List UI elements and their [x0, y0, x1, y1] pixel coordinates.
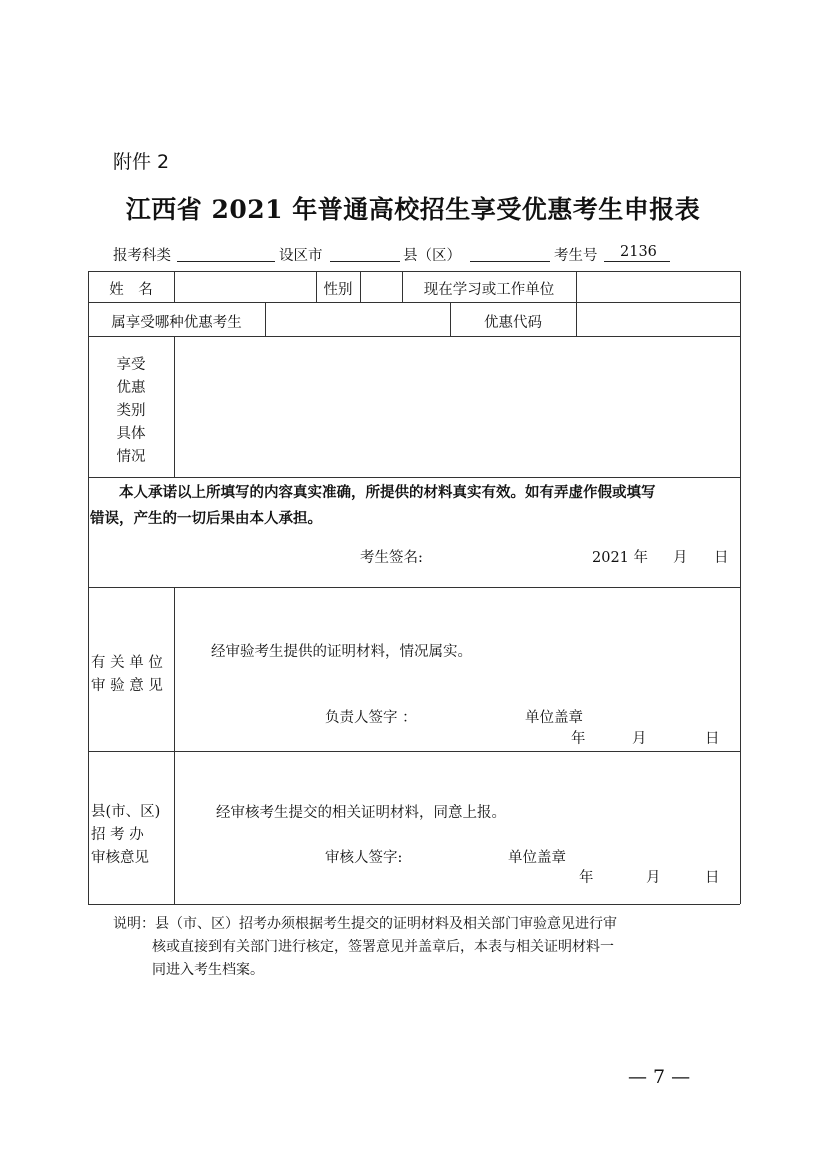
preferential-code-field[interactable]: [577, 303, 739, 335]
pledge-date-year: 2021 年: [592, 550, 649, 566]
county-review-day: 日: [705, 870, 720, 886]
table-line: [88, 751, 740, 752]
student-sign-field[interactable]: [440, 540, 580, 564]
preferential-type-label: 属享受哪种优惠考生: [111, 315, 242, 331]
unit-review-label-line1: 有 关 单 位: [91, 655, 163, 671]
subject-label: 报考科类: [113, 248, 171, 264]
table-line: [88, 477, 740, 478]
county-review-sign-label: 审核人签字:: [325, 850, 403, 866]
details-label-line: 优惠: [116, 380, 146, 396]
details-label-line: 具体: [116, 426, 146, 442]
unit-review-label-line2: 审 验 意 见: [91, 678, 163, 694]
form-title: 江西省 2021 年普通高校招生享受优惠考生申报表: [125, 195, 701, 224]
page-number: — 7 —: [628, 1066, 691, 1088]
details-label: [88, 354, 174, 469]
details-label-line: 情况: [116, 449, 146, 465]
exam-no-label: 考生号: [554, 248, 598, 264]
county-review-text: 经审核考生提交的相关证明材料，同意上报。: [216, 805, 506, 821]
note-line1: 说明：县（市、区）招考办须根据考生提交的证明材料及相关部门审验意见进行审: [113, 916, 617, 932]
preferential-code-label: 优惠代码: [484, 315, 542, 331]
unit-review-sign-label: 负责人签字 ：: [325, 710, 417, 726]
note-line3: 同进入考生档案。: [152, 962, 264, 978]
gender-label: 性别: [323, 282, 353, 298]
unit-review-month: 月: [632, 731, 647, 747]
unit-review-day: 日: [705, 731, 720, 747]
table-border-right: [740, 271, 741, 904]
pledge-line1: 本人承诺以上所填写的内容真实准确，所提供的材料真实有效。如有弄虚作假或填写: [119, 484, 656, 501]
details-field[interactable]: [175, 337, 739, 476]
subject-field[interactable]: [177, 261, 275, 262]
details-label-line: 类别: [116, 403, 146, 419]
student-sign-label: 考生签名:: [360, 550, 423, 566]
county-label: 县（区）: [403, 248, 461, 264]
city-label: 设区市: [279, 248, 323, 264]
name-field[interactable]: [175, 272, 315, 301]
county-review-seal-label: 单位盖章: [508, 850, 566, 866]
exam-no-value[interactable]: 2136: [620, 244, 657, 260]
table-line: [174, 587, 175, 904]
pledge-line2: 错误，产生的一切后果由本人承担。: [90, 510, 322, 527]
annex-label: 附件 2: [113, 151, 170, 173]
unit-review-sign-field[interactable]: [428, 700, 518, 724]
county-review-label-line1: 县(市、区): [91, 804, 161, 820]
county-review-year: 年: [579, 870, 594, 886]
unit-review-seal-label: 单位盖章: [525, 710, 583, 726]
table-line: [88, 587, 740, 588]
details-label-line: 享受: [116, 357, 146, 373]
name-label: 姓 名: [109, 282, 153, 298]
table-border-bottom: [88, 904, 740, 905]
county-field[interactable]: [470, 261, 550, 262]
note-line2: 核或直接到有关部门进行核定，签署意见并盖章后，本表与相关证明材料一: [152, 939, 614, 955]
county-review-month: 月: [646, 870, 661, 886]
gender-field[interactable]: [361, 272, 401, 301]
unit-field[interactable]: [577, 272, 739, 301]
county-review-label-line2: 招 考 办: [91, 827, 144, 843]
exam-no-underline: [604, 261, 670, 262]
county-review-sign-field[interactable]: [415, 840, 500, 864]
unit-review-text: 经审验考生提供的证明材料，情况属实。: [211, 644, 472, 660]
city-field[interactable]: [330, 261, 400, 262]
unit-label: 现在学习或工作单位: [423, 282, 555, 298]
county-review-label-line3: 审核意见: [91, 850, 149, 866]
unit-review-year: 年: [571, 731, 586, 747]
pledge-date-month: 月: [673, 550, 688, 566]
preferential-type-field[interactable]: [266, 303, 449, 335]
pledge-date-day: 日: [714, 550, 729, 566]
